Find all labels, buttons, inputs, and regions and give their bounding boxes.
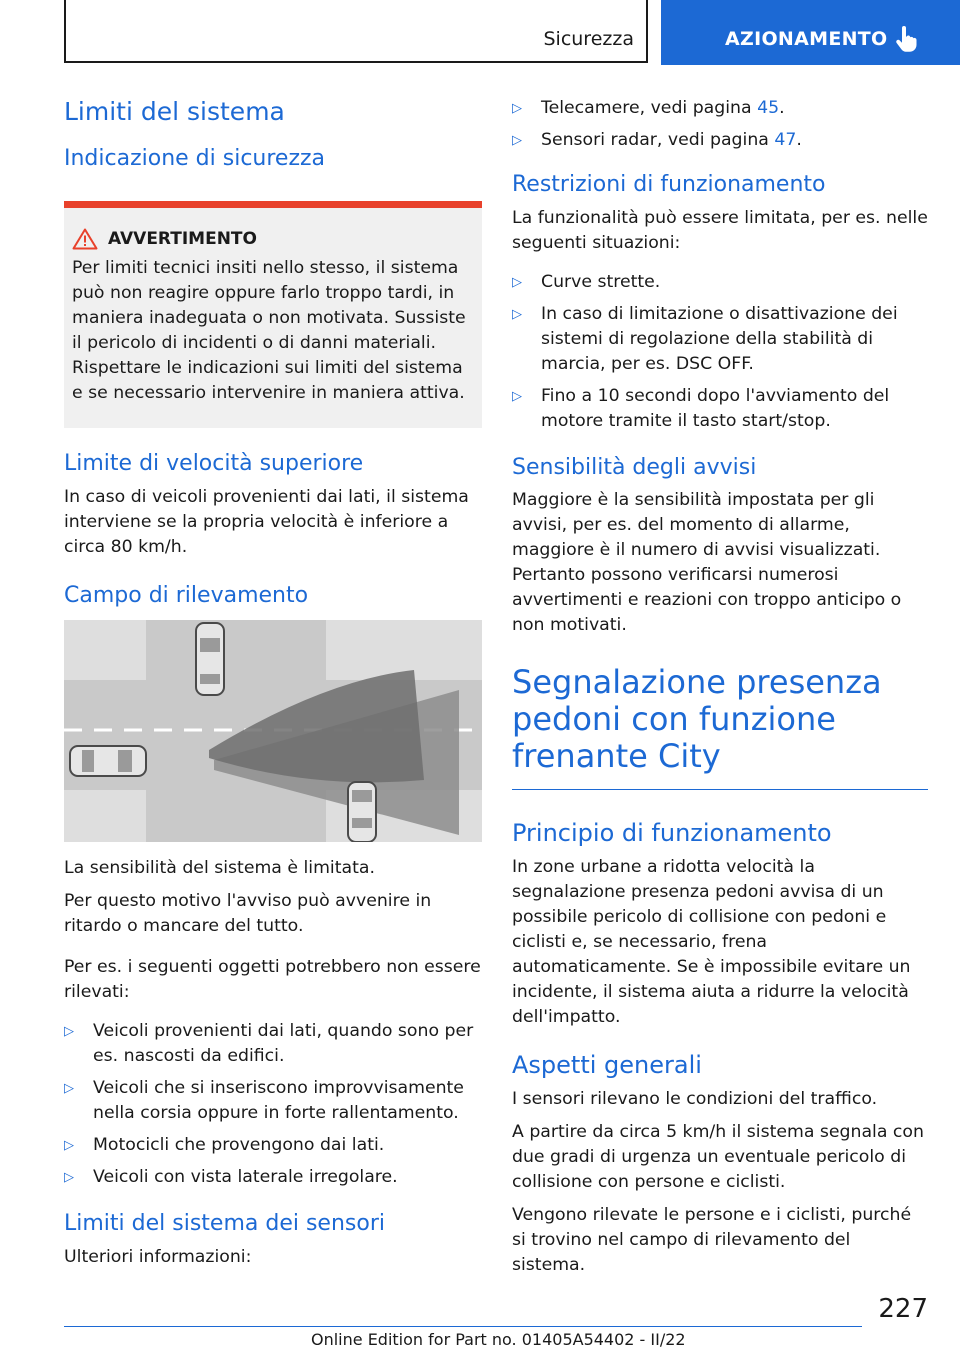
- restrictions-text: La funzionalità può essere limitata, per es. nelle seguenti situazioni:: [512, 207, 928, 253]
- list-item: ▷ Fino a 10 secondi dopo l'avviamento del motore tramite il tasto start/stop.: [512, 384, 928, 434]
- warning-header: [72, 228, 474, 250]
- header-chapter-tab: [661, 0, 960, 65]
- list-item: ▷ Curve strette.: [512, 270, 928, 295]
- undetected-list: [64, 1019, 482, 1190]
- general-text-3: Vengono rilevate le persone e i ciclisti, purché si trovino nel campo di rilevamento del sistema.: [512, 1204, 912, 1275]
- warning-triangle-icon: [72, 228, 98, 250]
- hand-pointer-icon: [893, 25, 919, 53]
- list-item: ▷ Veicoli provenienti dai lati, quando sono per es. nascosti da edifici.: [64, 1019, 482, 1069]
- vehicle-left: [70, 746, 146, 776]
- sens-text-2: Per questo motivo l'avviso può avvenire in ritardo o mancare del tutto.: [64, 891, 432, 937]
- chapter-main-title: Segnalazione presenza pedoni con funzione frenante City: [512, 663, 882, 775]
- list-item: ▷ Motocicli che provengono dai lati.: [64, 1133, 482, 1158]
- warning-title: AVVERTIMENTO: [108, 229, 257, 250]
- sensitivity-text: Maggiore è la sensibilità impostata per gli avvisi, per es. del momento di allarme, maggiore è il numero di avvisi visualizzati. Pertanto possono verificarsi numerosi avvertimenti e reazioni con troppo anticipo o non motivati.: [512, 490, 902, 636]
- section-subtitle: Indicazione di sicurezza: [64, 145, 326, 171]
- header-section-title: Sicurezza: [543, 28, 634, 50]
- title-rule: [512, 789, 928, 790]
- warning-box: [64, 201, 482, 428]
- footer-edition: Online Edition for Part no. 01405A54402 - II/22: [311, 1330, 686, 1349]
- speed-text: In caso di veicoli provenienti dai lati, il sistema interviene se la propria velocità è inferiore a circa 80 km/h.: [64, 486, 469, 557]
- vehicle-top: [196, 623, 224, 695]
- vehicle-bottom: [348, 782, 376, 842]
- principle-heading: Principio di funzionamento: [512, 818, 832, 847]
- right-column: [512, 96, 928, 1286]
- header-section-box: [64, 0, 648, 63]
- general-text-2: A partire da circa 5 km/h il sistema segnala con due gradi di urgenza un eventuale pericolo di collisione con persone e ciclisti.: [512, 1121, 924, 1192]
- page-number: 227: [878, 1294, 928, 1324]
- list-item: ▷ Veicoli con vista laterale irregolare.: [64, 1165, 482, 1190]
- general-heading: Aspetti generali: [512, 1050, 702, 1079]
- left-column: [64, 96, 482, 1278]
- sens-text-1: La sensibilità del sistema è limitata.: [64, 858, 375, 879]
- list-item: ▷ Veicoli che si inseriscono improvvisamente nella corsia oppure in forte rallentamento.: [64, 1076, 482, 1126]
- page-link-47[interactable]: 47: [774, 130, 797, 150]
- header-chapter-title: AZIONAMENTO: [725, 28, 888, 50]
- sensors-heading: Limiti del sistema dei sensori: [64, 1211, 385, 1237]
- sensitivity-heading: Sensibilità degli avvisi: [512, 454, 757, 480]
- range-heading: Campo di rilevamento: [64, 582, 309, 608]
- sens-text-3: Per es. i seguenti oggetti potrebbero non essere rilevati:: [64, 957, 481, 1003]
- restrictions-list: [512, 270, 928, 434]
- page-link-45[interactable]: 45: [757, 98, 780, 118]
- reference-list: [512, 96, 928, 153]
- warning-text: Per limiti tecnici insiti nello stesso, il sistema può non reagire oppure farlo troppo tardi, in maniera inadeguata o non motivata. Sussiste il pericolo di incidenti o di danni materiali. Rispettare le indicazioni sui limiti del sistema e se necessario intervenire in maniera attiva.: [72, 258, 466, 404]
- principle-text: In zone urbane a ridotta velocità la segnalazione presenza pedoni avvisa di un possibile pericolo di collisione con pedoni e ciclisti e, se necessario, frena automaticamente. Se è impossibile evitare un incidente, il sistema aiuta a ridurre la velocità dell'impatto.: [512, 856, 911, 1027]
- detection-range-illustration: [64, 620, 482, 842]
- footer-rule: [64, 1326, 862, 1327]
- restrictions-heading: Restrizioni di funzionamento: [512, 172, 826, 197]
- section-title: Limiti del sistema: [64, 97, 285, 126]
- reference-radar: ▷ Sensori radar, vedi pagina 47.: [512, 128, 928, 153]
- sensors-text: Ulteriori informazioni:: [64, 1246, 252, 1267]
- list-item: ▷ In caso di limitazione o disattivazione dei sistemi di regolazione della stabilità di marcia, per es. DSC OFF.: [512, 302, 928, 377]
- reference-cameras: ▷ Telecamere, vedi pagina 45.: [512, 96, 928, 121]
- speed-heading: Limite di velocità superiore: [64, 451, 364, 477]
- general-text-1: I sensori rilevano le condizioni del traffico.: [512, 1088, 878, 1109]
